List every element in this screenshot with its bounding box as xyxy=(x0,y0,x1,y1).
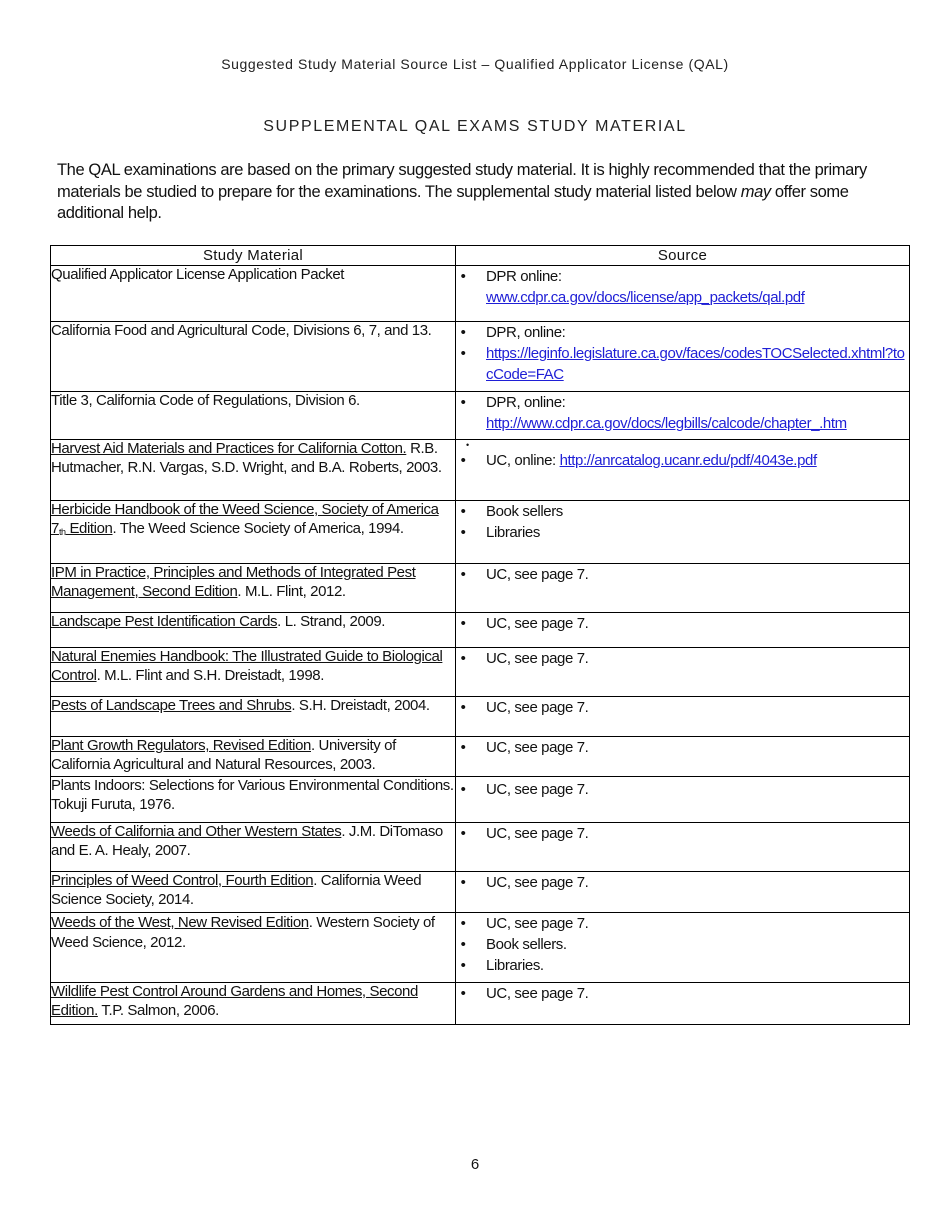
material-cell xyxy=(51,392,456,440)
source-list xyxy=(456,913,909,976)
source-list xyxy=(456,322,909,385)
source-text: UC, see page 7. xyxy=(486,650,589,667)
table-row xyxy=(51,983,910,1025)
source-text: UC, see page 7. xyxy=(486,915,589,932)
source-list xyxy=(456,779,909,800)
material-cell xyxy=(51,564,456,613)
source-link[interactable]: https://leginfo.legislature.ca.gov/faces/codesTOCSelected.xhtml?tocCode=FAC xyxy=(486,345,905,383)
material-details: T.P. Salmon, 2006. xyxy=(97,1001,219,1019)
source-list xyxy=(456,266,909,308)
source-cell xyxy=(456,737,910,777)
bullet-icon xyxy=(456,779,470,800)
source-cell xyxy=(456,440,910,501)
material-details: . M.L. Flint, 2012. xyxy=(237,582,346,600)
table-row xyxy=(51,322,910,392)
source-text: DPR online: xyxy=(486,268,562,285)
material-details: . M.L. Flint and S.H. Dreistadt, 1998. xyxy=(96,666,324,684)
bullet-icon xyxy=(456,564,470,585)
source-list xyxy=(456,392,909,434)
material-title: Wildlife Pest Control Around Gardens and Homes, Second Edition. xyxy=(51,983,418,1019)
material-cell xyxy=(51,983,456,1025)
source-text: DPR, online: xyxy=(486,324,566,341)
source-item xyxy=(456,613,909,634)
source-cell xyxy=(456,392,910,440)
source-list xyxy=(456,737,909,758)
column-header-study-material: Study Material xyxy=(51,246,456,266)
material-cell xyxy=(51,697,456,737)
source-cell xyxy=(456,872,910,913)
source-cell xyxy=(456,913,910,983)
source-list xyxy=(456,983,909,1004)
material-text: Qualified Applicator License Application Packet xyxy=(51,266,345,283)
material-text: California Food and Agricultural Code, Divisions 6, 7, and 13. xyxy=(51,322,432,339)
source-item xyxy=(456,934,909,955)
table-row xyxy=(51,913,910,983)
source-item xyxy=(456,737,909,758)
material-title-part: Edition xyxy=(65,519,113,537)
material-details: . Western Society of Weed Science, 2012. xyxy=(51,914,435,951)
source-cell xyxy=(456,648,910,697)
source-cell xyxy=(456,777,910,823)
material-cell xyxy=(51,322,456,392)
material-title: Weeds of California and Other Western States xyxy=(51,823,342,840)
source-cell xyxy=(456,983,910,1025)
source-item xyxy=(456,913,909,934)
source-list xyxy=(456,564,909,585)
material-title-ordinal: th xyxy=(58,526,66,537)
source-list xyxy=(456,501,909,543)
source-item xyxy=(456,343,909,385)
material-details: . L. Strand, 2009. xyxy=(277,613,386,630)
source-cell xyxy=(456,322,910,392)
source-item xyxy=(456,983,909,1004)
source-cell xyxy=(456,266,910,322)
material-title: Natural Enemies Handbook: The Illustrated Guide to Biological Control xyxy=(51,648,443,684)
source-text: DPR, online: xyxy=(486,394,566,411)
intro-emphasis: may xyxy=(740,182,771,201)
source-item xyxy=(456,697,909,718)
table-row xyxy=(51,737,910,777)
source-list xyxy=(456,648,909,669)
bullet-icon xyxy=(456,983,470,1004)
material-cell xyxy=(51,613,456,648)
bullet-icon xyxy=(456,450,470,471)
material-cell xyxy=(51,266,456,322)
intro-text-end: offer some additional help. xyxy=(57,182,849,222)
material-details: R.B. Hutmacher, R.N. Vargas, S.D. Wright, and B.A. Roberts, 2003. xyxy=(51,440,442,476)
source-list xyxy=(456,697,909,718)
page-number: 6 xyxy=(470,1156,480,1173)
source-item xyxy=(456,955,909,976)
table-row xyxy=(51,777,910,823)
material-title: Pests of Landscape Trees and Shrubs xyxy=(51,697,292,714)
material-text: Plants Indoors: Selections for Various Environmental Conditions. Tokuji Furuta, 1976. xyxy=(51,777,454,813)
material-title: Plant Growth Regulators, Revised Edition xyxy=(51,737,311,754)
source-item xyxy=(456,392,909,434)
bullet-icon xyxy=(456,343,470,364)
page-header: Suggested Study Material Source List – Qualified Applicator License (QAL) xyxy=(221,56,729,72)
table-row xyxy=(51,697,910,737)
source-item xyxy=(456,779,909,800)
source-cell xyxy=(456,501,910,564)
material-cell xyxy=(51,872,456,913)
material-title: Weeds of the West, New Revised Edition xyxy=(51,914,309,931)
bullet-icon xyxy=(456,392,470,413)
source-text: UC, see page 7. xyxy=(486,781,589,798)
material-cell xyxy=(51,737,456,777)
bullet-icon xyxy=(456,823,470,844)
source-text: Book sellers xyxy=(486,503,563,520)
table-row xyxy=(51,613,910,648)
bullet-icon xyxy=(456,522,470,543)
material-details: . The Weed Science Society of America, 1994. xyxy=(112,519,404,537)
table-row xyxy=(51,564,910,613)
table-row xyxy=(51,823,910,872)
bullet-icon xyxy=(456,955,470,976)
table-row xyxy=(51,440,910,501)
material-title: Principles of Weed Control, Fourth Edition xyxy=(51,872,314,889)
table-header-row xyxy=(51,246,910,266)
source-item xyxy=(456,872,909,893)
source-item xyxy=(456,450,909,471)
source-link[interactable]: www.cdpr.ca.gov/docs/license/app_packets/qal.pdf xyxy=(486,289,805,306)
source-item xyxy=(456,564,909,585)
study-material-table xyxy=(50,245,910,1025)
source-list xyxy=(456,823,909,844)
bullet-icon xyxy=(456,913,470,934)
material-text: Title 3, California Code of Regulations, Division 6. xyxy=(51,392,360,409)
source-text: UC, see page 7. xyxy=(486,615,589,632)
source-text: UC, see page 7. xyxy=(486,739,589,756)
intro-paragraph xyxy=(57,160,902,225)
source-text: UC, see page 7. xyxy=(486,566,589,583)
material-details: . California Weed Science Society, 2014. xyxy=(51,872,422,908)
source-text: Libraries xyxy=(486,524,540,541)
source-link[interactable]: http://www.cdpr.ca.gov/docs/legbills/calcode/chapter_.htm xyxy=(486,415,847,432)
source-item xyxy=(456,823,909,844)
bullet-icon xyxy=(456,648,470,669)
material-cell xyxy=(51,913,456,983)
source-cell xyxy=(456,613,910,648)
material-title: IPM in Practice, Principles and Methods of Integrated Pest Management, Second Edition xyxy=(51,564,416,600)
material-title: Landscape Pest Identification Cards xyxy=(51,613,278,630)
bullet-icon xyxy=(456,737,470,758)
source-list xyxy=(456,872,909,893)
material-title: Harvest Aid Materials and Practices for California Cotton. xyxy=(51,440,407,457)
source-item xyxy=(456,648,909,669)
bullet-icon xyxy=(456,266,470,287)
material-cell xyxy=(51,501,456,564)
bullet-icon xyxy=(456,613,470,634)
source-link[interactable]: http://anrcatalog.ucanr.edu/pdf/4043e.pdf xyxy=(559,452,817,469)
material-cell xyxy=(51,823,456,872)
source-text: UC, see page 7. xyxy=(486,874,589,891)
material-cell xyxy=(51,648,456,697)
source-item xyxy=(456,522,909,543)
bullet-icon xyxy=(456,501,470,522)
source-text: Book sellers. xyxy=(486,936,567,953)
small-bullet-icon: • xyxy=(466,440,469,450)
source-text: UC, see page 7. xyxy=(486,985,589,1002)
table-row xyxy=(51,648,910,697)
table-row xyxy=(51,266,910,322)
material-cell xyxy=(51,777,456,823)
source-text: UC, online: xyxy=(486,452,560,469)
source-text: UC, see page 7. xyxy=(486,825,589,842)
source-text: UC, see page 7. xyxy=(486,699,589,716)
source-list xyxy=(456,450,909,471)
table-row xyxy=(51,392,910,440)
source-list xyxy=(456,613,909,634)
source-cell xyxy=(456,697,910,737)
material-details: . S.H. Dreistadt, 2004. xyxy=(291,697,430,714)
source-cell xyxy=(456,823,910,872)
bullet-icon xyxy=(456,934,470,955)
source-item xyxy=(456,501,909,522)
source-item xyxy=(456,266,909,308)
source-cell xyxy=(456,564,910,613)
table-row xyxy=(51,501,910,564)
material-details: . J.M. DiTomaso and E. A. Healy, 2007. xyxy=(51,823,443,859)
bullet-icon xyxy=(456,872,470,893)
material-cell xyxy=(51,440,456,501)
source-text: Libraries. xyxy=(486,957,544,974)
material-title-part: Herbicide Handbook of the Weed Science, Society of America 7 xyxy=(51,501,439,537)
table-row xyxy=(51,872,910,913)
bullet-icon xyxy=(456,697,470,718)
column-header-source: Source xyxy=(456,246,910,266)
source-item xyxy=(456,322,909,343)
section-title: SUPPLEMENTAL QAL EXAMS STUDY MATERIAL xyxy=(263,118,687,135)
material-details: . University of California Agricultural and Natural Resources, 2003. xyxy=(51,737,396,773)
intro-text: The QAL examinations are based on the primary suggested study material. It is highly recommended that the primary materials be studied to prepare for the examinations. The supplemental study material listed below xyxy=(57,161,867,201)
bullet-icon xyxy=(456,322,470,343)
